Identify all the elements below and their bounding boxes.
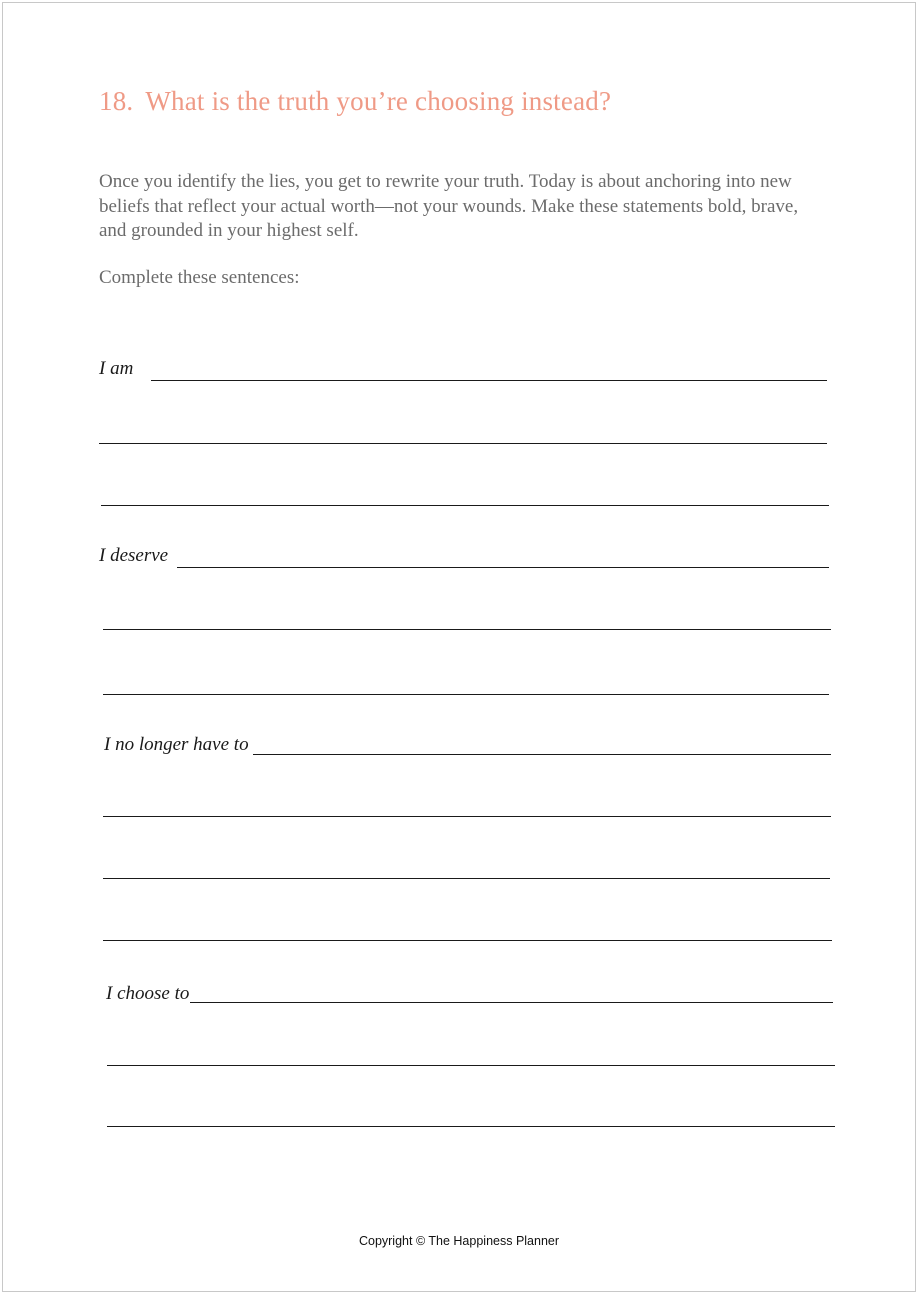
- question-text: What is the truth you’re choosing instead?: [145, 86, 612, 116]
- writing-line-i-deserve-2[interactable]: [103, 629, 831, 630]
- intro-paragraph: Once you identify the lies, you get to rewrite your truth. Today is about anchoring into new beliefs that reflect your actual worth—not your wounds. Make these statements bold, brave, and grounded in your highest self.: [99, 171, 799, 241]
- writing-line-i-no-longer-4[interactable]: [103, 940, 832, 941]
- question-number: 18.: [99, 86, 134, 116]
- page-title: [99, 86, 611, 117]
- instruction-text: Complete these sentences:: [99, 267, 300, 288]
- writing-line-i-am-1[interactable]: [151, 380, 827, 381]
- prompt-i-choose: I choose to: [106, 983, 190, 1004]
- writing-line-i-no-longer-2[interactable]: [103, 816, 831, 817]
- writing-line-i-deserve-1[interactable]: [177, 567, 829, 568]
- writing-line-i-am-2[interactable]: [99, 443, 827, 444]
- writing-line-i-no-longer-1[interactable]: [253, 754, 831, 755]
- writing-line-i-am-3[interactable]: [101, 505, 829, 506]
- writing-line-i-choose-3[interactable]: [107, 1126, 835, 1127]
- writing-line-i-no-longer-3[interactable]: [103, 878, 830, 879]
- copyright-footer: Copyright © The Happiness Planner: [358, 1234, 560, 1248]
- prompt-i-deserve: I deserve: [99, 545, 169, 566]
- prompt-i-no-longer: I no longer have to: [104, 734, 249, 755]
- prompt-i-am: I am: [99, 358, 134, 379]
- writing-line-i-deserve-3[interactable]: [103, 694, 829, 695]
- writing-line-i-choose-1[interactable]: [190, 1002, 833, 1003]
- writing-line-i-choose-2[interactable]: [107, 1065, 835, 1066]
